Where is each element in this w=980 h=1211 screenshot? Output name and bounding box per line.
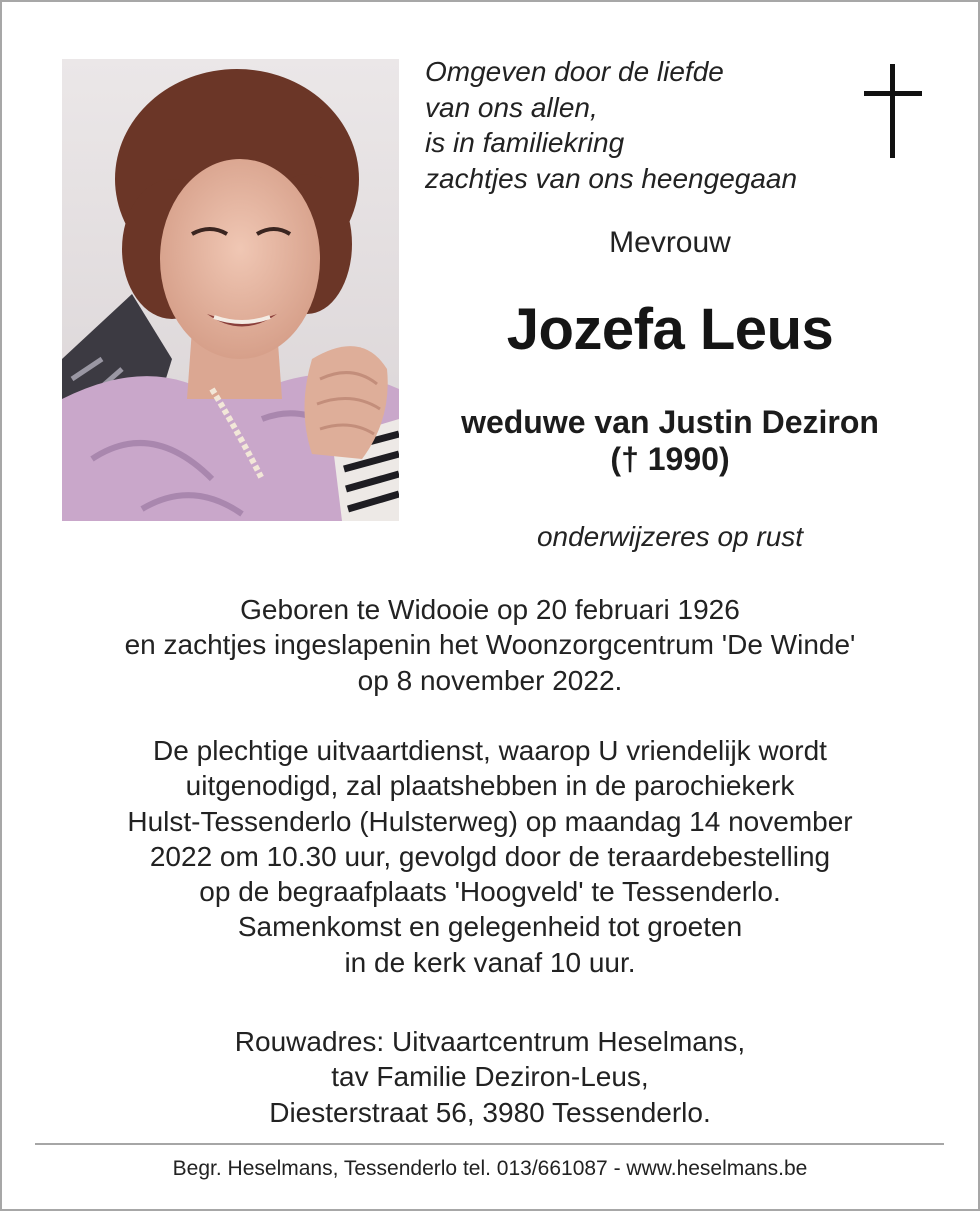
poem <box>425 54 855 196</box>
text-line: op 8 november 2022. <box>357 664 623 696</box>
text-line: uitgenodigd, zal plaatshebben in de parochiekerk <box>185 770 795 802</box>
poem-line: zachtjes van ons heengegaan <box>425 162 798 194</box>
widow-info <box>430 404 910 478</box>
text-line: Geboren te Widooie op 20 februari 1926 <box>240 594 740 625</box>
funeral-home-footer: Begr. Heselmans, Tessenderlo tel. 013/661087 - www.heselmans.be <box>172 1157 808 1180</box>
text-line: Rouwadres: Uitvaartcentrum Heselmans, <box>234 1026 746 1057</box>
deceased-name: Jozefa Leus <box>506 297 834 362</box>
widow-death-year: († 1990) <box>610 441 730 477</box>
text-line: 2022 om 10.30 uur, gevolgd door de teraardebestelling <box>149 840 831 872</box>
mourning-address-block <box>40 1024 940 1130</box>
poem-line: is in familiekring <box>425 127 625 158</box>
text-line: tav Familie Deziron-Leus, <box>331 1061 649 1093</box>
funeral-service-block <box>40 733 940 980</box>
birth-death-block <box>40 592 940 698</box>
widow-line: weduwe van Justin Deziron <box>461 404 879 440</box>
profession: onderwijzeres op rust <box>536 521 804 552</box>
text-line: Hulst-Tessenderlo (Hulsterweg) op maandag 14 november <box>127 805 853 837</box>
cross-icon <box>864 64 922 160</box>
salutation: Mevrouw <box>609 226 731 259</box>
poem-line: van ons allen, <box>425 91 598 123</box>
poem-line: Omgeven door de liefde <box>425 56 724 87</box>
portrait-photo <box>62 59 399 521</box>
text-line: in de kerk vanaf 10 uur. <box>344 946 636 978</box>
text-line: op de begraafplaats 'Hoogveld' te Tessenderlo. <box>199 876 781 908</box>
text-line: en zachtjes ingeslapenin het Woonzorgcentrum 'De Winde' <box>124 629 856 661</box>
divider <box>35 1143 944 1145</box>
text-line: Diesterstraat 56, 3980 Tessenderlo. <box>269 1096 711 1128</box>
text-line: De plechtige uitvaartdienst, waarop U vriendelijk wordt <box>153 735 827 766</box>
text-line: Samenkomst en gelegenheid tot groeten <box>237 911 743 943</box>
